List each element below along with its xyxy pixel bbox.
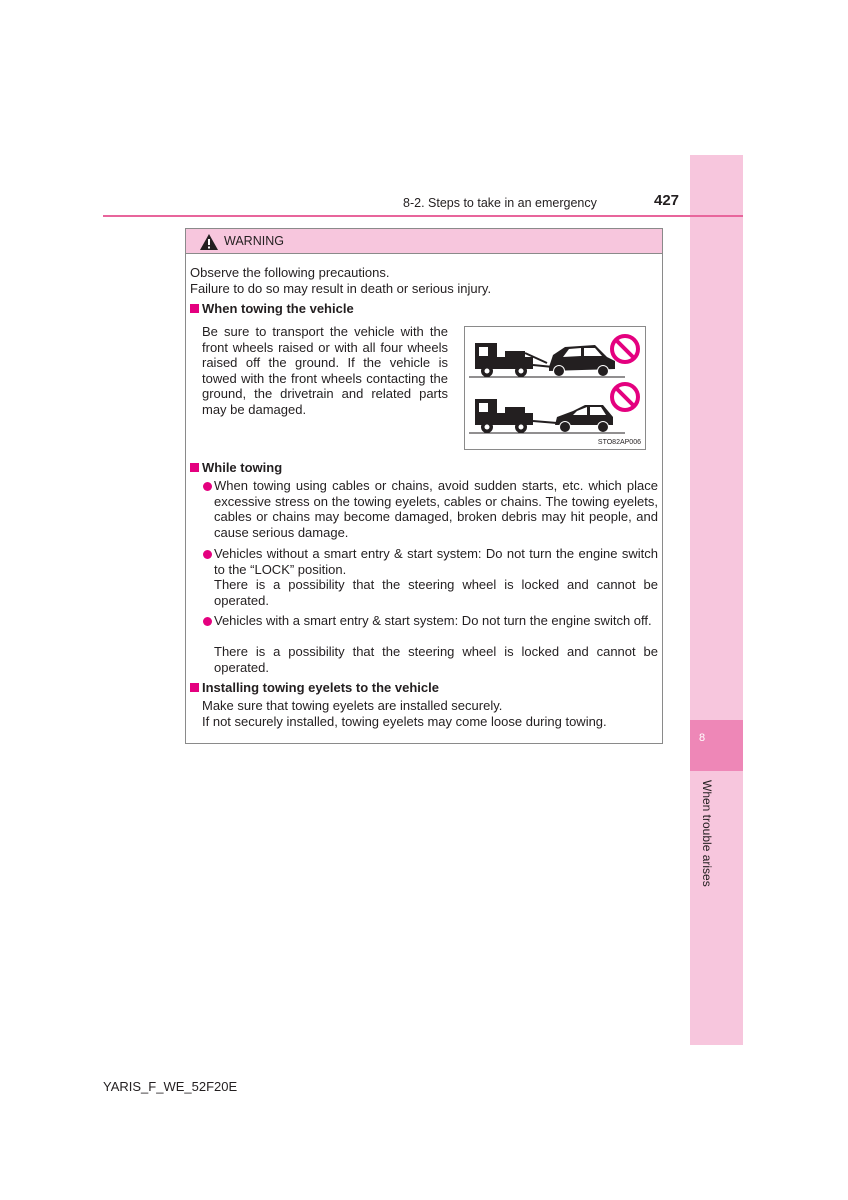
towing-illustration — [464, 326, 646, 450]
bullet-dot-icon — [203, 482, 212, 491]
warning-header — [186, 229, 662, 254]
section-heading-while-towing: While towing — [190, 460, 282, 476]
warning-triangle-icon — [199, 233, 219, 251]
tow-scene-2 — [469, 384, 638, 433]
eyelets-line-1: Make sure that towing eyelets are installed securely. — [202, 698, 503, 713]
square-bullet-icon — [190, 463, 199, 472]
warning-box — [185, 228, 663, 744]
chapter-side-tab — [690, 155, 743, 1045]
tow-truck-illustration — [465, 327, 645, 449]
bullet-dot-icon — [203, 550, 212, 559]
square-bullet-icon — [190, 683, 199, 692]
warning-intro-1: Observe the following precautions. — [190, 265, 390, 280]
section-heading-eyelets: Installing towing eyelets to the vehicle — [190, 680, 439, 696]
bullet-text-1: When towing using cables or chains, avoid sudden starts, etc. which place excessive stress on the towing eyelets, cables or chains. The towing eyelets, cables or chains may become damaged, broken debris may hit people, and cause serious damage. — [214, 478, 658, 540]
square-bullet-icon — [190, 304, 199, 313]
header-rule — [103, 215, 743, 217]
chapter-number: 8 — [699, 732, 706, 744]
bullet-text-2: Vehicles without a smart entry & start system: Do not turn the engine switch to the “LOCK” position. — [214, 546, 658, 577]
section-heading-towing-vehicle: When towing the vehicle — [190, 301, 354, 317]
bullet-note-2: There is a possibility that the steering wheel is locked and cannot be operated. — [214, 577, 658, 608]
eyelets-line-2: If not securely installed, towing eyelets may come loose during towing. — [202, 714, 607, 729]
illustration-code: STO82AP006 — [597, 439, 641, 446]
chapter-title: When trouble arises — [700, 780, 714, 887]
chapter-number-tab — [690, 720, 743, 771]
bullet-dot-icon — [203, 617, 212, 626]
warning-label: WARNING — [224, 234, 284, 248]
page-number: 427 — [654, 192, 680, 209]
document-code: YARIS_F_WE_52F20E — [103, 1079, 238, 1094]
section-title: 8-2. Steps to take in an emergency — [403, 196, 597, 210]
tow-scene-1 — [469, 336, 638, 377]
section-body-towing-vehicle: Be sure to transport the vehicle with the front wheels raised or with all four wheels raised off the ground. If the vehicle is towed with the front wheels contacting the ground, the drivetrain and related parts may be damaged. — [202, 324, 448, 417]
bullet-text-3: Vehicles with a smart entry & start system: Do not turn the engine switch off. — [214, 613, 652, 628]
bullet-note-3: There is a possibility that the steering wheel is locked and cannot be operated. — [214, 644, 658, 675]
warning-intro-2: Failure to do so may result in death or serious injury. — [190, 281, 492, 296]
